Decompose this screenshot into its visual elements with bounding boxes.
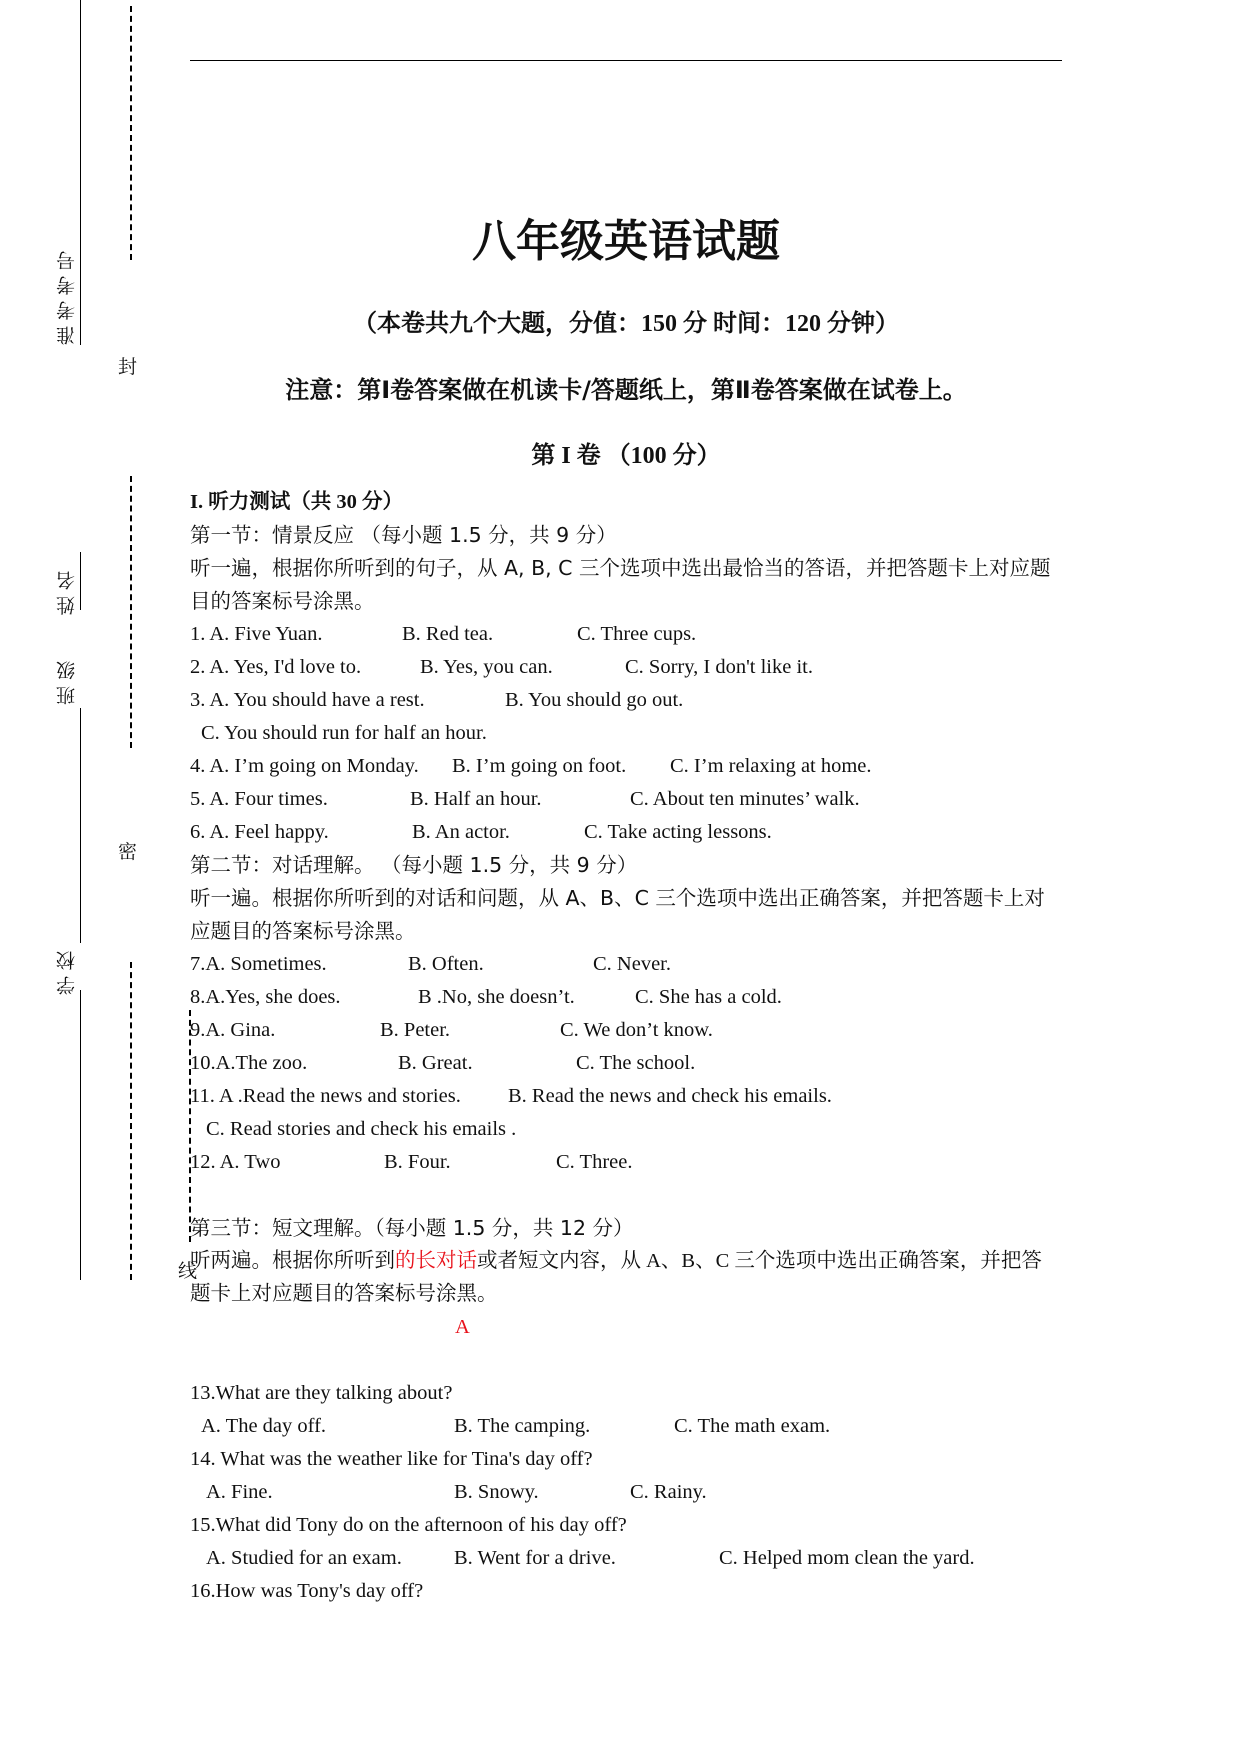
- question-16: 16.How was Tony's day off?: [190, 1580, 424, 1602]
- margin-solid-line-1: [80, 0, 81, 345]
- q3-option-a: 3. A. You should have a rest.: [190, 689, 425, 711]
- q10-option-c: C. The school.: [576, 1052, 696, 1074]
- q6-option-c: C. Take acting lessons.: [584, 821, 772, 843]
- seal-char-mi: 密: [118, 841, 138, 863]
- seal-char-feng: 封: [118, 356, 138, 378]
- margin-solid-line-4: [80, 990, 81, 1280]
- question-1: [190, 618, 1062, 651]
- part-one-heading: 第 I 卷 （100 分）: [531, 443, 721, 469]
- q8-option-b: B .No, she doesn’t.: [418, 986, 575, 1008]
- exam-content: [190, 486, 1062, 1608]
- q13-option-c: C. The math exam.: [674, 1415, 831, 1437]
- q1-option-a: 1. A. Five Yuan.: [190, 623, 323, 645]
- margin-solid-line-3: [80, 708, 81, 943]
- q7-option-c: C. Never.: [593, 953, 671, 975]
- sub1-heading: 第一节：情景反应 （每小题 1.5 分，共 9 分）: [190, 523, 617, 547]
- question-9: [190, 1014, 1062, 1047]
- question-13: 13.What are they talking about?: [190, 1382, 453, 1404]
- q15-option-c: C. Helped mom clean the yard.: [719, 1547, 975, 1569]
- question-11: [190, 1080, 1062, 1113]
- q1-option-c: C. Three cups.: [577, 623, 697, 645]
- sub3-instruction-start: 听两遍。根据你所听到: [190, 1250, 395, 1272]
- top-rule: [190, 60, 1062, 61]
- q3-option-c: C. You should run for half an hour.: [201, 722, 487, 744]
- q11-option-c: C. Read stories and check his emails .: [206, 1118, 517, 1140]
- question-7: [190, 948, 1062, 981]
- q3-option-b: B. You should go out.: [505, 689, 684, 711]
- q2-option-c: C. Sorry, I don't like it.: [625, 656, 813, 678]
- q4-option-c: C. I’m relaxing at home.: [670, 755, 872, 777]
- question-6: [190, 816, 1062, 849]
- q13-option-b: B. The camping.: [454, 1415, 591, 1437]
- q14-option-a: A. Fine.: [206, 1481, 273, 1503]
- q11-option-a: 11. A .Read the news and stories.: [190, 1085, 461, 1107]
- question-2: [190, 651, 1062, 684]
- spacer-2: [190, 1344, 1062, 1377]
- q11-option-b: B. Read the news and check his emails.: [508, 1085, 832, 1107]
- q9-option-b: B. Peter.: [380, 1019, 451, 1041]
- q5-option-a: 5. A. Four times.: [190, 788, 328, 810]
- margin-dashed-line-2: [130, 476, 132, 748]
- q12-option-c: C. Three.: [556, 1151, 633, 1173]
- q13-option-a: A. The day off.: [201, 1415, 327, 1437]
- question-4: [190, 750, 1062, 783]
- q6-option-a: 6. A. Feel happy.: [190, 821, 329, 843]
- q5-option-b: B. Half an hour.: [410, 788, 542, 810]
- margin-dashed-line-1: [130, 6, 132, 260]
- q15-option-a: A. Studied for an exam.: [206, 1547, 402, 1569]
- class-label: 班级: [56, 655, 78, 705]
- question-3-continued: [190, 717, 1062, 750]
- sub2-heading: 第二节：对话理解。 （每小题 1.5 分，共 9 分）: [190, 853, 638, 877]
- margin-dashed-line-3: [130, 962, 132, 1280]
- question-15-options: [190, 1542, 1062, 1575]
- q5-option-c: C. About ten minutes’ walk.: [630, 788, 860, 810]
- q7-option-b: B. Often.: [408, 953, 484, 975]
- sub2-instruction: 听一遍。根据你所听到的对话和问题，从 A、B、C 三个选项中选出正确答案，并把答题卡上对应题目的答案标号涂黑。: [190, 886, 1045, 943]
- q12-option-b: B. Four.: [384, 1151, 451, 1173]
- q14-option-b: B. Snowy.: [454, 1481, 539, 1503]
- group-a-label: A: [455, 1316, 470, 1338]
- q1-option-b: B. Red tea.: [402, 623, 494, 645]
- question-15: 15.What did Tony do on the afternoon of his day off?: [190, 1514, 627, 1536]
- q15-option-b: B. Went for a drive.: [454, 1547, 616, 1569]
- question-14-options: [190, 1476, 1062, 1509]
- q8-option-c: C. She has a cold.: [635, 986, 782, 1008]
- q4-option-b: B. I’m going on foot.: [452, 755, 627, 777]
- name-label: 姓名: [56, 565, 78, 615]
- exam-subtitle: （本卷共九个大题，分值：150 分 时间：120 分钟）: [353, 311, 899, 337]
- q10-option-b: B. Great.: [398, 1052, 473, 1074]
- question-14: 14. What was the weather like for Tina's day off?: [190, 1448, 593, 1470]
- page-title: 八年级英语试题: [472, 216, 780, 267]
- question-11-continued: [190, 1113, 1062, 1146]
- q8-option-a: 8.A.Yes, she does.: [190, 986, 341, 1008]
- q9-option-a: 9.A. Gina.: [190, 1019, 276, 1041]
- question-5: [190, 783, 1062, 816]
- question-10: [190, 1047, 1062, 1080]
- q7-option-a: 7.A. Sometimes.: [190, 953, 327, 975]
- sub3-heading: 第三节：短文理解。（每小题 1.5 分，共 12 分）: [190, 1216, 634, 1240]
- sub3-instruction-highlight: 的长对话: [395, 1250, 477, 1272]
- q2-option-b: B. Yes, you can.: [420, 656, 553, 678]
- q4-option-a: 4. A. I’m going on Monday.: [190, 755, 419, 777]
- question-8: [190, 981, 1062, 1014]
- sub1-instruction: 听一遍，根据你所听到的句子，从 A, B, C 三个选项中选出最恰当的答语，并把答题卡上对应题目的答案标号涂黑。: [190, 556, 1051, 613]
- listening-section-heading: I. 听力测试（共 30 分）: [190, 491, 403, 513]
- sub3-instruction-end: 或者短文内容，从 A、B、C 三个选项中选出正确答案，并把答题卡上对应题目的答案标号涂黑。: [190, 1250, 1042, 1305]
- sub3-instruction: [190, 1245, 1062, 1311]
- school-label: 学校: [56, 945, 78, 995]
- q10-option-a: 10.A.The zoo.: [190, 1052, 308, 1074]
- question-3: [190, 684, 1062, 717]
- question-13-options: [190, 1410, 1062, 1443]
- question-12: [190, 1146, 1062, 1179]
- q14-option-c: C. Rainy.: [630, 1481, 707, 1503]
- spacer: [190, 1179, 1062, 1212]
- q9-option-c: C. We don’t know.: [560, 1019, 713, 1041]
- exam-notice: 注意：第Ⅰ卷答案做在机读卡/答题纸上，第Ⅱ卷答案做在试卷上。: [285, 376, 967, 404]
- margin-solid-line-2: [80, 552, 81, 610]
- q12-option-a: 12. A. Two: [190, 1151, 281, 1173]
- q6-option-b: B. An actor.: [412, 821, 510, 843]
- seal-char-xian: 线: [178, 1260, 198, 1282]
- exam-number-label: 准考考号: [56, 245, 78, 345]
- q2-option-a: 2. A. Yes, I'd love to.: [190, 656, 362, 678]
